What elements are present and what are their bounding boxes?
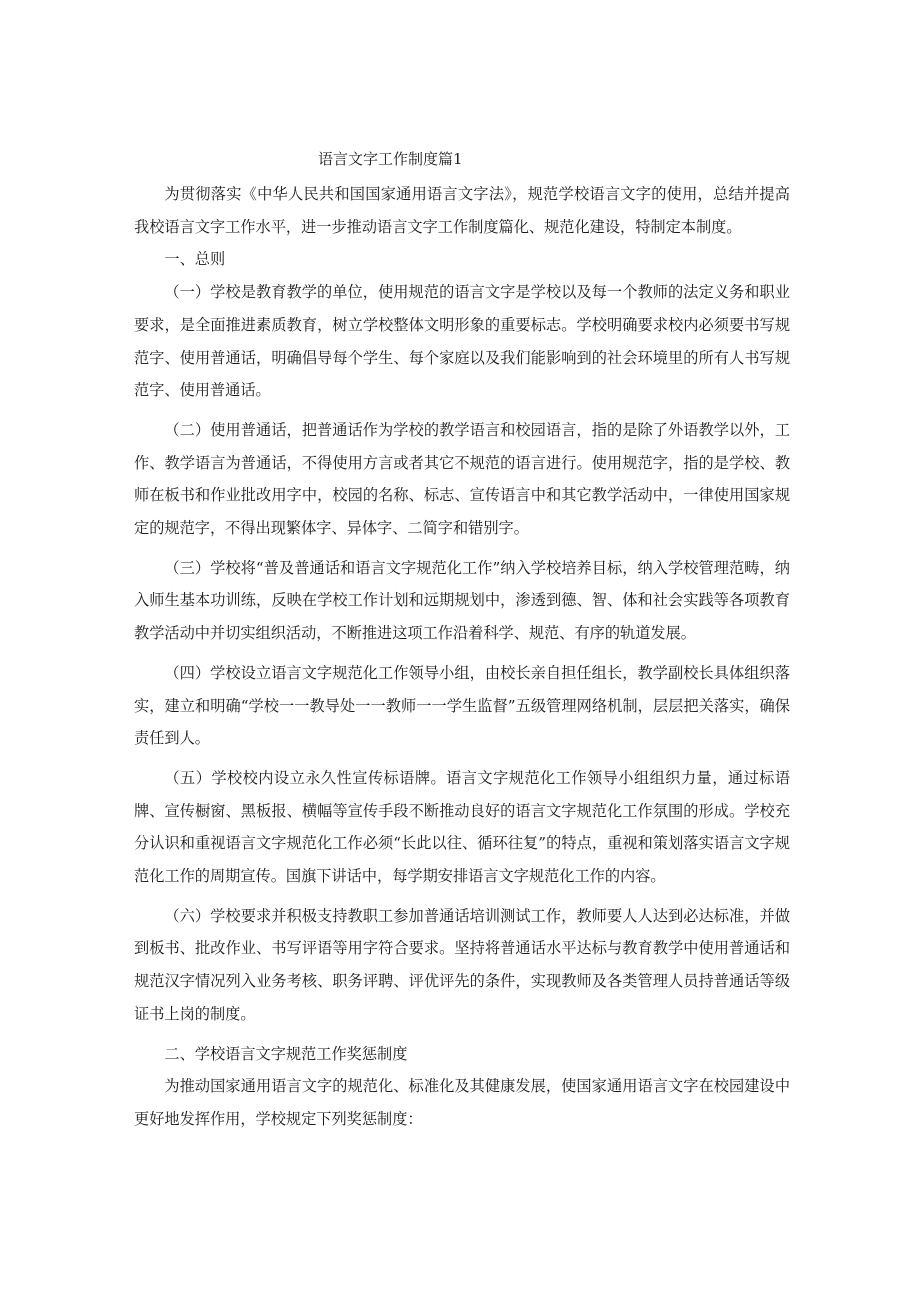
clause-5: （五）学校校内设立永久性宣传标语牌。语言文字规范化工作领导小组组织力量，通过标语牌、宣传橱窗、黑板报、横幅等宣传手段不断推动良好的语言文字规范化工作氛围的形成。学校充分认识和重视语言文字规范化工作必须“长此以往、循环往复”的特点，重视和策划落实语言文字规范化工作的周期宣传。国旗下讲话中，每学期安排语言文字规范化工作的内容。: [134, 768, 790, 886]
clause-4: （四）学校设立语言文字规范化工作领导小组，由校长亲自担任组长，教学副校长具体组织落实，建立和明确“学校一一教导处一一教师一一学生监督”五级管理网络机制，层层把关落实，确保责任到人。: [134, 663, 790, 748]
section-heading-rewards: 二、学校语言文字规范工作奖惩制度: [164, 1044, 408, 1063]
intro-paragraph: 为贯彻落实《中华人民共和国国家通用语言文字法》，规范学校语言文字的使用，总结并提高我校语言文字工作水平，进一步推动语言文字工作制度篇化、规范化建设，特制定本制度。: [134, 185, 790, 236]
rewards-intro-paragraph: 为推动国家通用语言文字的规范化、标准化及其健康发展，使国家通用语言文字在校园建设中更好地发挥作用，学校规定下列奖惩制度：: [134, 1077, 790, 1128]
clause-6: （六）学校要求并积极支持教职工参加普通话培训测试工作，教师要人人达到必达标准，并做到板书、批改作业、书写评语等用字符合要求。坚持将普通话水平达标与教育教学中使用普通话和规范汉字情况列入业务考核、职务评聘、评优评先的条件，实现教师及各类管理人员持普通话等级证书上岗的制度。: [134, 906, 790, 1023]
document-body: [134, 178, 790, 1136]
clause-3: （三）学校将“普及普通话和语言文字规范化工作”纳入学校培养目标，纳入学校管理范畴，纳入师生基本功训练，反映在学校工作计划和远期规划中，渗透到德、智、体和社会实践等各项教育教学活动中并切实组织活动，不断推进这项工作沿着科学、规范、有序的轨道发展。: [134, 558, 790, 643]
document-title: 语言文字工作制度篇1: [318, 150, 463, 168]
section-heading-general: 一、总则: [164, 250, 226, 269]
clause-2: （二）使用普通话，把普通话作为学校的教学语言和校园语言，指的是除了外语教学以外，工作、教学语言为普通话，不得使用方言或者其它不规范的语言进行。使用规范字，指的是学校、教师在板书和作业批改用字中，校园的名称、标志、宣传语言中和其它教学活动中，一律使用国家规定的规范字，不得出现繁体字、异体字、二简字和错别字。: [134, 420, 790, 538]
clause-1: （一）学校是教育教学的单位，使用规范的语言文字是学校以及每一个教师的法定义务和职业要求，是全面推进素质教育，树立学校整体文明形象的重要标志。学校明确要求校内必须要书写规范字、使用普通话，明确倡导每个学生、每个家庭以及我们能影响到的社会环境里的所有人书写规范字、使用普通话。: [134, 283, 790, 400]
